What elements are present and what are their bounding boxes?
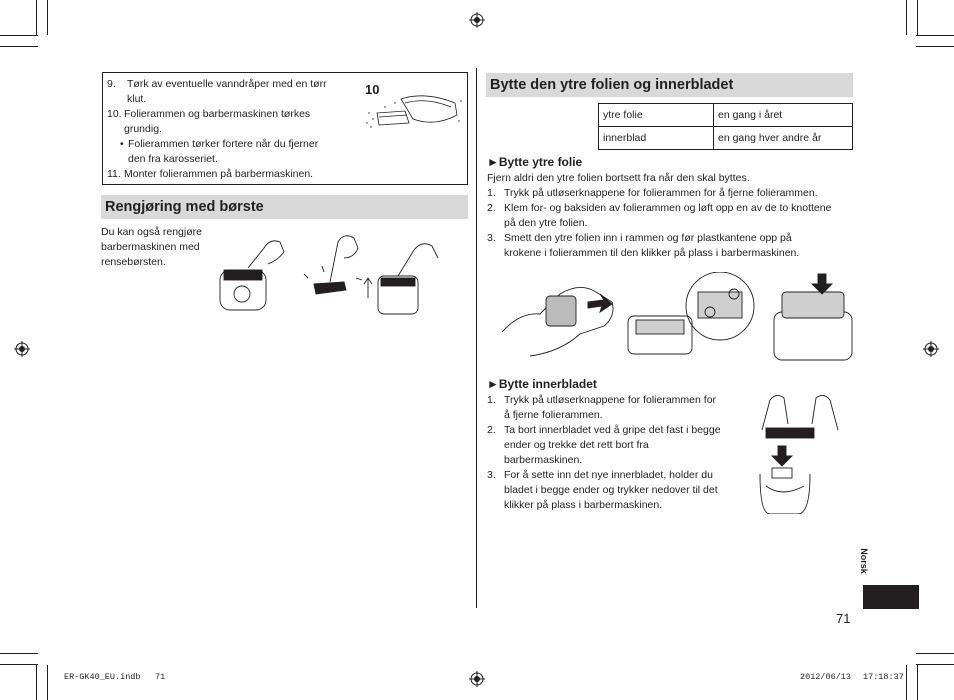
- outer-foil-steps: [487, 186, 857, 261]
- list-item: 2. Ta bort innerbladet ved å gripe det fast i begge ender og trekke det rett bort fra barbermaskinen.: [487, 424, 721, 466]
- crop-mark: [47, 0, 48, 35]
- figure-label: 10: [365, 82, 380, 97]
- crop-mark: [0, 664, 38, 665]
- crop-mark: [47, 665, 48, 700]
- column-divider: [476, 68, 477, 608]
- language-tab-label: Norsk: [858, 548, 869, 574]
- table-cell: en gang hver andre år: [714, 127, 853, 150]
- crop-mark: [36, 665, 37, 700]
- crop-mark: [0, 46, 38, 47]
- inner-blade-heading: ►Bytte innerbladet: [487, 377, 597, 391]
- table-row: [599, 127, 853, 150]
- drying-steps-box: 9. Tørk av eventuelle vanndråper med en tørr klut. 10. Folierammen og barbermaskinen tørkes grundig. • Folierammen tørker fortere når du fjerner den fra karosseriet. 11. Monter folierammen på barbermaskinen. 10: [102, 72, 468, 185]
- table-cell: ytre folie: [599, 104, 714, 127]
- footer-file: ER-GK40_EU.indb: [64, 672, 141, 682]
- inner-blade-steps: [487, 393, 747, 513]
- brush-cleaning-illustration: [218, 228, 468, 316]
- crop-mark: [0, 653, 38, 654]
- brush-section-text: Du kan også rengjøre barbermaskinen med rensebørsten.: [101, 226, 202, 268]
- crop-mark: [906, 665, 907, 700]
- list-item: 3. For å sette inn det nye innerbladet, holder du bladet i begge ender og trykker nedover til det klikker på plass i barbermaskinen.: [487, 469, 718, 511]
- crop-mark: [36, 0, 37, 35]
- language-tab-block: [863, 585, 919, 609]
- crop-mark: [916, 664, 954, 665]
- footer-time: 17:18:37: [863, 672, 904, 682]
- list-item: 2. Klem for- og baksiden av folierammen og løft opp en av de to knottene på den ytre folien.: [487, 202, 832, 229]
- crop-mark: [0, 35, 38, 36]
- list-item: 1. Trykk på utløserknappene for folierammen for å fjerne folierammen.: [487, 187, 818, 199]
- crop-mark: [916, 653, 954, 654]
- table-cell: en gang i året: [714, 104, 853, 127]
- inner-blade-replacement-illustration: [756, 390, 841, 514]
- crop-mark: [917, 665, 918, 700]
- list-item: 3. Smett den ytre folien inn i rammen og før plastkantene opp på krokene i folierammen til den klikker på plass i barbermaskinen.: [487, 232, 800, 259]
- footer-date: 2012/06/13: [800, 672, 852, 682]
- page-number: 71: [836, 611, 851, 626]
- foil-frame-drying-illustration: [365, 93, 465, 133]
- outer-foil-heading: ►Bytte ytre folie: [487, 155, 583, 169]
- registration-mark-icon: [14, 341, 30, 357]
- registration-mark-icon: [923, 341, 939, 357]
- brush-section-title: Rengjøring med børste: [101, 195, 468, 219]
- outer-foil-intro: Fjern aldri den ytre folien bortsett fra når den skal byttes.: [487, 172, 750, 184]
- list-item: 1. Trykk på utløserknappene for folierammen for å fjerne folierammen.: [487, 394, 717, 421]
- registration-mark-icon: [469, 12, 485, 28]
- registration-mark-icon: [469, 671, 485, 687]
- table-cell: innerblad: [599, 127, 714, 150]
- footer-file-page: 71: [155, 672, 166, 682]
- replace-section-title: Bytte den ytre folien og innerbladet: [486, 73, 853, 97]
- crop-mark: [906, 0, 907, 35]
- crop-mark: [916, 46, 954, 47]
- outer-foil-replacement-illustration: [500, 272, 855, 364]
- crop-mark: [916, 35, 954, 36]
- crop-mark: [917, 0, 918, 35]
- table-row: [599, 104, 853, 127]
- replacement-frequency-table: [598, 103, 853, 150]
